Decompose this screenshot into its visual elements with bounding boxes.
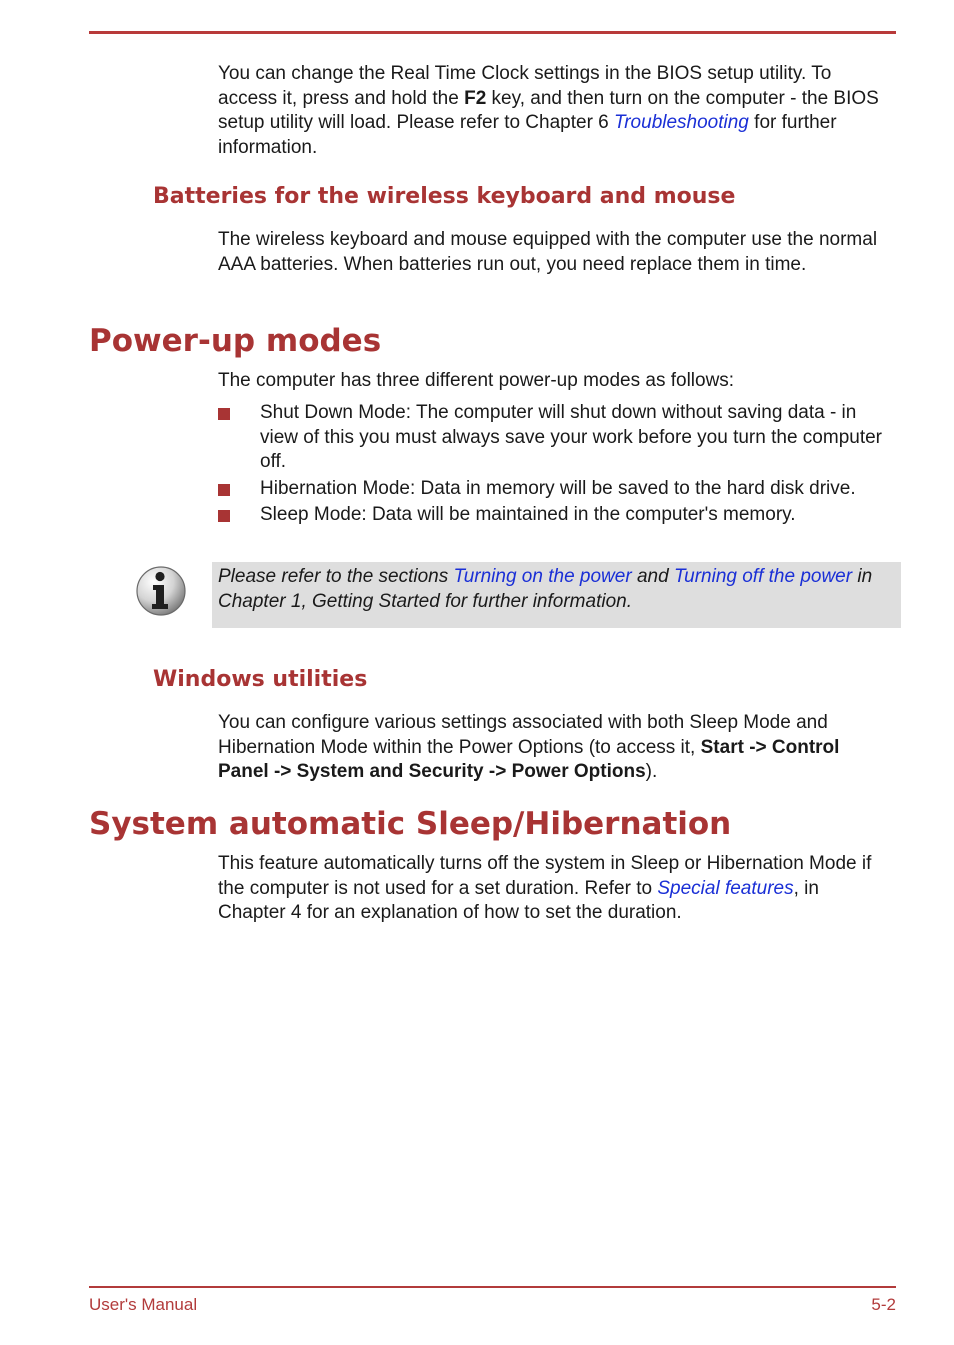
power-up-modes-heading: Power-up modes xyxy=(89,323,382,359)
power-up-mode-list xyxy=(218,401,890,530)
batteries-paragraph: The wireless keyboard and mouse equipped with the computer use the normal AAA batteries. When batteries run out, you need replace them in time. xyxy=(218,229,878,275)
info-icon xyxy=(134,564,188,618)
note-text xyxy=(218,565,878,614)
header-rule xyxy=(89,31,896,34)
note-text-2: and xyxy=(631,566,674,587)
list-item xyxy=(218,503,890,528)
bullet-icon xyxy=(218,484,230,496)
list-item-text: Hibernation Mode: Data in memory will be saved to the hard disk drive. xyxy=(260,477,856,499)
auto-sleep-heading: System automatic Sleep/Hibernation xyxy=(89,806,732,842)
bullet-icon xyxy=(218,510,230,522)
note-box xyxy=(212,562,901,628)
turning-on-power-link[interactable]: Turning on the power xyxy=(453,566,632,587)
rtc-text-3: for further information. xyxy=(218,112,837,158)
page-number: 5-2 xyxy=(871,1295,896,1314)
windows-utilities-text-1: You can configure various settings associated with both Sleep Mode and Hibernation Mode within the Power Options (to access it, xyxy=(218,712,828,758)
turning-off-power-link[interactable]: Turning off the power xyxy=(673,566,853,587)
auto-sleep-text-1: This feature automatically turns off the system in Sleep or Hibernation Mode if the computer is not used for a set duration. Refer to xyxy=(218,853,872,899)
list-item-text: Sleep Mode: Data will be maintained in the computer's memory. xyxy=(260,504,796,525)
bullet-icon xyxy=(218,408,230,420)
windows-utilities-heading: Windows utilities xyxy=(153,667,368,692)
auto-sleep-text-2: , in Chapter 4 for an explanation of how to set the duration. xyxy=(218,877,819,923)
note-text-3: in Chapter 1, Getting Started for further information. xyxy=(218,566,873,612)
power-up-intro: The computer has three different power-up modes as follows: xyxy=(218,370,735,391)
list-item xyxy=(218,477,890,502)
rtc-text-1: You can change the Real Time Clock settings in the BIOS setup utility. To access it, press and hold the xyxy=(218,63,832,109)
power-options-path: Start -> Control Panel -> System and Security -> Power Options xyxy=(218,736,840,782)
list-item xyxy=(218,401,890,475)
footer-title: User's Manual xyxy=(89,1295,198,1314)
f2-key-label: F2 xyxy=(464,87,487,109)
footer-rule xyxy=(89,1286,896,1288)
auto-sleep-paragraph xyxy=(218,852,890,926)
troubleshooting-link[interactable]: Troubleshooting xyxy=(614,112,749,133)
special-features-link[interactable]: Special features xyxy=(657,877,794,899)
windows-utilities-paragraph xyxy=(218,711,890,785)
batteries-heading: Batteries for the wireless keyboard and mouse xyxy=(153,184,736,209)
rtc-text-2: key, and then turn on the computer - the BIOS setup utility will load. Please refer to Chapter 6 xyxy=(218,87,879,133)
windows-utilities-text-2: ). xyxy=(645,761,658,782)
list-item-text: Shut Down Mode: The computer will shut down without saving data - in view of this you must always save your work before you turn the computer off. xyxy=(260,402,882,472)
note-text-1: Please refer to the sections xyxy=(218,566,454,587)
rtc-paragraph xyxy=(218,62,890,160)
